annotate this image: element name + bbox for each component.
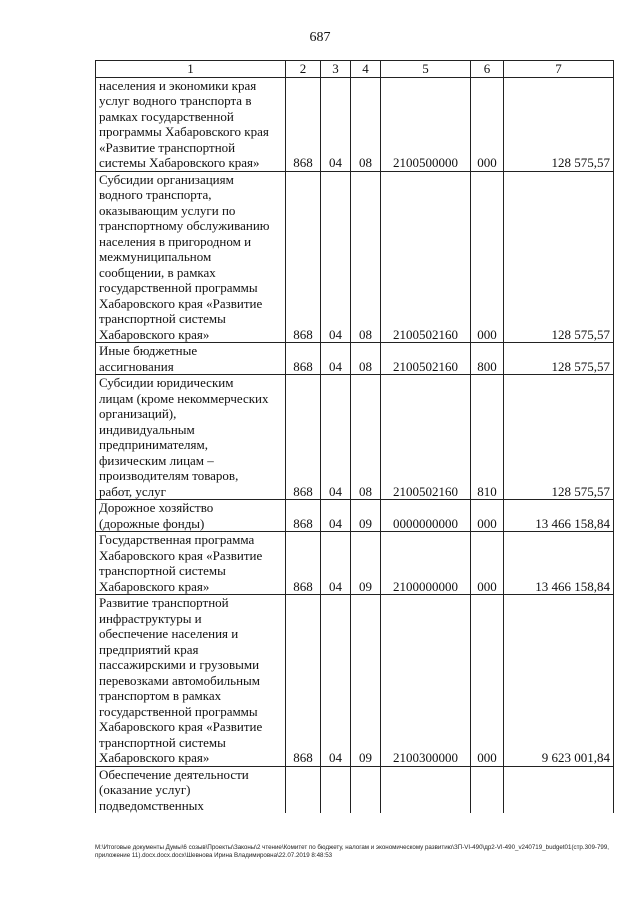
table-row [96,595,614,767]
row-description: Дорожное хозяйство (дорожные фонды) [96,500,286,532]
table-row [96,766,614,813]
row-section [321,766,351,813]
table-header-row [96,61,614,78]
row-subsection: 08 [351,375,381,500]
row-amount: 128 575,57 [504,375,614,500]
row-target-article [381,766,471,813]
table-row [96,171,614,343]
row-description: Обеспечение деятельности (оказание услуг) подведомственных [96,766,286,813]
table-row [96,343,614,375]
row-description: Субсидии юридическим лицам (кроме некоммерческих организаций), индивидуальным предпринимателям, физическим лицам – производителям товаров, работ, услуг [96,375,286,500]
row-subsection: 08 [351,171,381,343]
row-target-article: 2100000000 [381,532,471,595]
row-target-article: 0000000000 [381,500,471,532]
row-target-article: 2100300000 [381,595,471,767]
row-ministry-code: 868 [286,343,321,375]
row-ministry-code: 868 [286,500,321,532]
row-expense-type [471,766,504,813]
row-ministry-code [286,766,321,813]
row-section: 04 [321,595,351,767]
row-section: 04 [321,500,351,532]
row-amount: 128 575,57 [504,343,614,375]
row-amount: 128 575,57 [504,77,614,171]
row-amount: 13 466 158,84 [504,500,614,532]
row-expense-type: 000 [471,532,504,595]
row-ministry-code: 868 [286,375,321,500]
row-amount: 13 466 158,84 [504,532,614,595]
row-ministry-code: 868 [286,532,321,595]
page-number: 687 [309,30,331,45]
row-description: Развитие транспортной инфраструктуры и обеспечение населения и предприятий края пассажирскими и грузовыми перевозками автомобильным транспортом в рамках государственной программы Хабаровского края «Развитие транспортной системы Хабаровского края» [96,595,286,767]
row-description: Иные бюджетные ассигнования [96,343,286,375]
row-amount: 9 623 001,84 [504,595,614,767]
column-header-3: 3 [321,61,351,78]
column-header-1: 1 [96,61,286,78]
row-target-article: 2100502160 [381,171,471,343]
row-target-article: 2100500000 [381,77,471,171]
row-ministry-code: 868 [286,595,321,767]
table-row [96,532,614,595]
column-header-7: 7 [504,61,614,78]
row-expense-type: 000 [471,595,504,767]
column-header-2: 2 [286,61,321,78]
table-row [96,500,614,532]
column-header-4: 4 [351,61,381,78]
row-subsection: 09 [351,500,381,532]
row-expense-type: 810 [471,375,504,500]
row-target-article: 2100502160 [381,343,471,375]
column-header-5: 5 [381,61,471,78]
row-description: Субсидии организациям водного транспорта, оказывающим услуги по транспортному обслуживанию населения в пригородном и межмуниципальном сообщении, в рамках государственной программы Хабаровского края «Развитие транспортной системы Хабаровского края» [96,171,286,343]
row-section: 04 [321,171,351,343]
row-section: 04 [321,77,351,171]
row-amount [504,766,614,813]
row-subsection: 09 [351,532,381,595]
row-expense-type: 800 [471,343,504,375]
budget-table [95,60,614,813]
row-description: Государственная программа Хабаровского края «Развитие транспортной системы Хабаровского края» [96,532,286,595]
row-target-article: 2100502160 [381,375,471,500]
document-footer-path: М:\Итоговые документы Думы\6 созыв\Проекты\Законы\2 чтение\Комитет по бюджету, налогам и экономическому развитию\ЗП-VI-490\др2-VI-490_v240719_budget01(стр.309-799, приложение 11).docx.docx.docx\Шевнова Ирина Владимировна\22.07.2019 8:48:53 [95,844,610,859]
table-row [96,375,614,500]
table-row [96,77,614,171]
row-ministry-code: 868 [286,171,321,343]
row-section: 04 [321,532,351,595]
row-subsection: 08 [351,343,381,375]
row-subsection: 09 [351,595,381,767]
row-section: 04 [321,375,351,500]
row-expense-type: 000 [471,77,504,171]
row-ministry-code: 868 [286,77,321,171]
row-expense-type: 000 [471,500,504,532]
row-subsection: 08 [351,77,381,171]
row-description: населения и экономики края услуг водного транспорта в рамках государственной программы Хабаровского края «Развитие транспортной системы Хабаровского края» [96,77,286,171]
row-expense-type: 000 [471,171,504,343]
row-section: 04 [321,343,351,375]
row-subsection [351,766,381,813]
column-header-6: 6 [471,61,504,78]
row-amount: 128 575,57 [504,171,614,343]
